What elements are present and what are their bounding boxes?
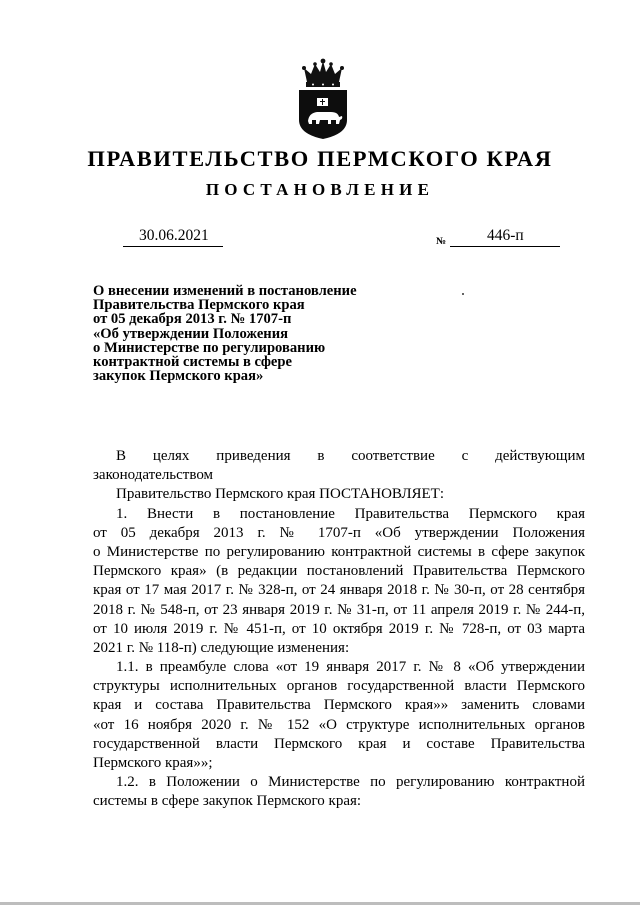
subject-line: о Министерстве по регулированию xyxy=(93,339,326,356)
number-underline xyxy=(450,246,560,247)
government-title: ПРАВИТЕЛЬСТВО ПЕРМСКОГО КРАЯ xyxy=(87,146,553,171)
subject-line: О внесении изменений в постановление xyxy=(93,283,357,299)
subject-line: Правительства Пермского края xyxy=(93,297,305,314)
body-line: 1. Внести в постановление Правительства Пермского края xyxy=(116,505,585,522)
document-number: 446-п xyxy=(487,227,524,244)
body-line: Пермского края» (в редакции постановлений Правительства Пермского xyxy=(93,563,585,580)
perm-krai-coat-of-arms-icon xyxy=(293,58,353,140)
document-type-title: ПОСТАНОВЛЕНИЕ xyxy=(205,180,435,199)
document-date: 30.06.2021 xyxy=(139,227,209,244)
body-line: 2021 г. № 118-п) следующие изменения: xyxy=(93,639,350,656)
body-line: края от 17 мая 2017 г. № 328-п, от 24 января 2018 г. № 30-п, от 28 сентября xyxy=(93,582,585,599)
body-line: законодательством xyxy=(93,467,214,484)
body-line: от 05 декабря 2013 г. № 1707-п «Об утверждении Положения xyxy=(93,524,585,541)
body-line: от 10 июля 2019 г. № 451-п, от 10 октября 2019 г. № 728-п, от 03 марта xyxy=(93,620,585,637)
body-line: В целях приведения в соответствие с действующим xyxy=(116,448,585,464)
body-line: «от 16 ноября 2020 г. № 152 «О структуре исполнительных органов xyxy=(93,716,585,733)
body-line: 2018 г. № 548-п, от 23 января 2019 г. № 31-п, от 11 апреля 2019 г. № 244-п, xyxy=(93,601,585,618)
body-line: 1.1. в преамбуле слова «от 19 января 2017 г. № 8 «Об утверждении xyxy=(116,659,585,676)
subject-line: от 05 декабря 2013 г. № 1707-п xyxy=(93,311,292,328)
subject-line: «Об утверждении Положения xyxy=(93,325,289,342)
body-line: 1.2. в Положении о Министерстве по регулированию контрактной xyxy=(116,774,585,791)
scan-speck xyxy=(462,293,464,295)
body-line: Правительство Пермского края ПОСТАНОВЛЯЕТ: xyxy=(116,486,445,503)
body-line: о Министерстве по регулированию контрактной системы в сфере закупок xyxy=(93,543,585,560)
body-line: Пермского края»»; xyxy=(93,755,213,771)
document-subject xyxy=(93,284,393,383)
body-line: системы в сфере закупок Пермского края: xyxy=(93,793,362,810)
document-body xyxy=(93,447,585,812)
body-line: края и состава Правительства Пермского края»» заменить словами xyxy=(93,697,585,714)
number-sign: № xyxy=(436,236,447,247)
date-underline xyxy=(123,246,223,247)
body-line: структуры исполнительных органов государственной власти Пермского xyxy=(93,678,585,695)
subject-line: контрактной системы в сфере xyxy=(93,354,292,371)
subject-line: закупок Пермского края» xyxy=(93,368,264,385)
body-line: государственной власти Пермского края и составе Правительства xyxy=(93,735,585,752)
